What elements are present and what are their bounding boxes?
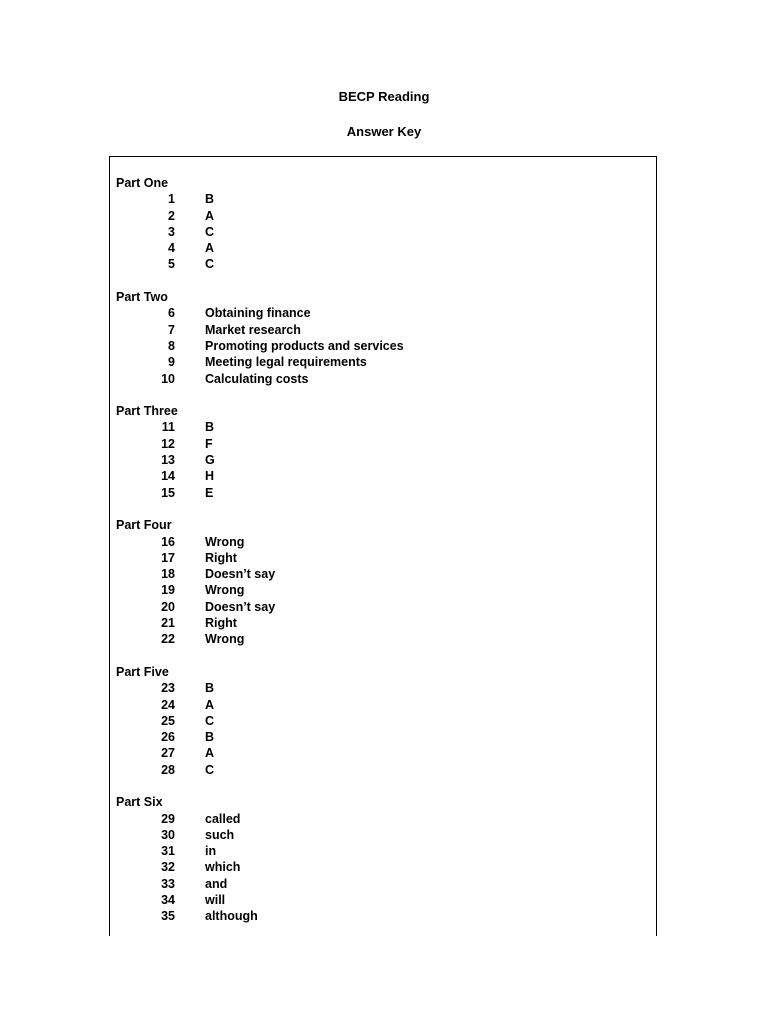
answer-text: Doesn’t say [205,599,276,614]
question-number: 16 [161,534,175,549]
answer-row [116,631,646,647]
answer-text: Meeting legal requirements [205,355,367,370]
answer-row [116,305,646,321]
answer-row [116,697,646,713]
answer-row [116,599,646,615]
question-number: 31 [161,844,175,859]
answer-text: B [205,192,215,207]
answer-row [116,908,646,924]
answer-section [116,517,646,647]
answer-text: C [205,224,215,239]
answer-text: will [205,893,226,908]
answer-section [116,403,646,501]
question-number: 8 [168,338,175,353]
answer-text: F [205,436,213,451]
answer-text: Obtaining finance [205,306,311,321]
question-number: 26 [161,730,175,745]
question-number: 22 [161,632,175,647]
question-number: 24 [161,697,175,712]
question-number: 23 [161,681,175,696]
answer-row [116,762,646,778]
answer-text: B [205,730,215,745]
answer-row [116,256,646,272]
answer-text: and [205,876,228,891]
answer-row [116,876,646,892]
answer-text: A [205,241,215,256]
answer-row [116,371,646,387]
answer-row [116,322,646,338]
answer-text: in [205,844,217,859]
answer-row [116,566,646,582]
answer-text: Doesn’t say [205,567,276,582]
answer-row [116,615,646,631]
answer-row [116,680,646,696]
answer-text: Wrong [205,632,245,647]
question-number: 6 [168,306,175,321]
question-number: 28 [161,762,175,777]
question-number: 14 [161,469,175,484]
question-number: 12 [161,436,175,451]
answer-text: Calculating costs [205,371,309,386]
answer-section [116,794,646,924]
answer-text: Right [205,550,237,565]
answer-key-box [109,156,657,936]
question-number: 35 [161,909,175,924]
section-heading: Part Four [116,518,172,533]
question-number: 15 [161,485,175,500]
answer-text: Wrong [205,583,245,598]
answer-text: Promoting products and services [205,338,404,353]
answer-sections [116,175,646,941]
answer-row [116,892,646,908]
answer-text: called [205,811,241,826]
answer-text: A [205,697,215,712]
answer-row [116,208,646,224]
section-heading: Part Two [116,290,168,305]
answer-text: G [205,453,215,468]
answer-row [116,485,646,501]
question-number: 33 [161,876,175,891]
answer-text: which [205,860,241,875]
answer-row [116,827,646,843]
answer-text: although [205,909,258,924]
answer-row [116,240,646,256]
section-heading: Part Three [116,404,178,419]
answer-text: Wrong [205,534,245,549]
section-heading: Part Six [116,795,163,810]
question-number: 18 [161,567,175,582]
answer-row [116,582,646,598]
question-number: 4 [168,241,175,256]
question-number: 9 [168,355,175,370]
question-number: 1 [168,192,175,207]
question-number: 34 [161,893,175,908]
answer-text: Right [205,616,237,631]
answer-section [116,289,646,387]
answer-row [116,534,646,550]
question-number: 10 [161,371,175,386]
answer-section [116,664,646,778]
answer-row [116,452,646,468]
question-number: 25 [161,713,175,728]
answer-row [116,843,646,859]
answer-row [116,354,646,370]
answer-row [116,859,646,875]
answer-row [116,224,646,240]
question-number: 3 [168,224,175,239]
answer-text: A [205,208,215,223]
section-heading: Part Five [116,664,169,679]
answer-row [116,729,646,745]
answer-text: B [205,681,215,696]
answer-text: A [205,746,215,761]
question-number: 30 [161,827,175,842]
answer-row [116,713,646,729]
answer-row [116,745,646,761]
question-number: 2 [168,208,175,223]
question-number: 19 [161,583,175,598]
question-number: 21 [161,616,175,631]
answer-text: E [205,485,214,500]
section-heading: Part One [116,176,169,190]
question-number: 17 [161,550,175,565]
question-number: 7 [168,322,175,337]
answer-text: H [205,469,215,484]
answer-text: C [205,257,215,272]
question-number: 27 [161,746,175,761]
answer-text: such [205,827,235,842]
answer-row [116,338,646,354]
page-subtitle: Answer Key [346,124,422,139]
answer-row [116,191,646,207]
answer-text: Market research [205,322,301,337]
answer-row [116,550,646,566]
answer-row [116,436,646,452]
question-number: 11 [161,420,175,435]
page-title: BECP Reading [338,89,430,104]
question-number: 29 [161,811,175,826]
answer-row [116,811,646,827]
question-number: 13 [161,453,175,468]
answer-text: C [205,762,215,777]
answer-text: C [205,713,215,728]
answer-row [116,419,646,435]
answer-section [116,175,646,273]
question-number: 20 [161,599,175,614]
question-number: 5 [168,257,175,272]
question-number: 32 [161,860,175,875]
answer-text: B [205,420,215,435]
answer-row [116,468,646,484]
